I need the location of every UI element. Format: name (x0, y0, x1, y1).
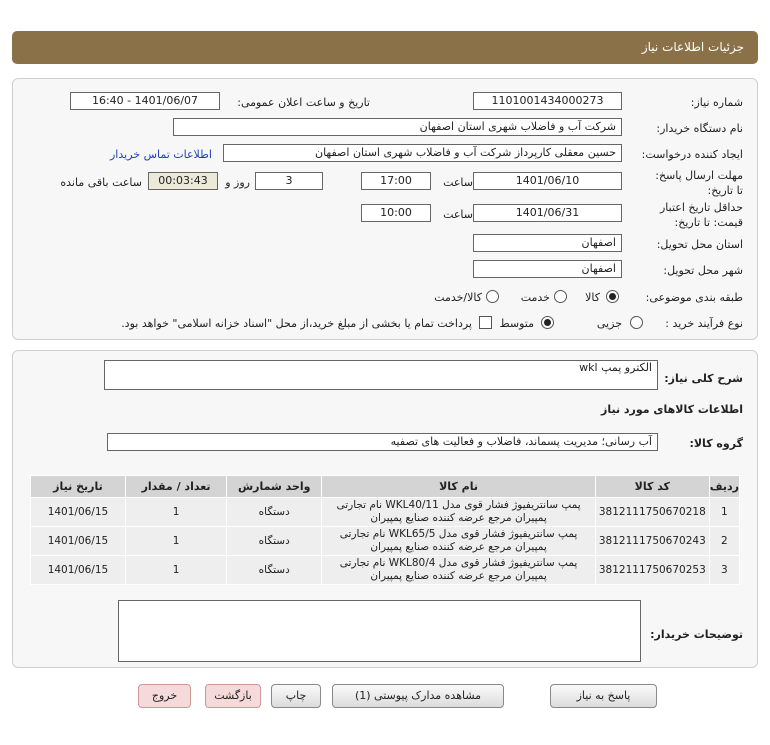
row-index: 3 (709, 556, 739, 585)
category-option-service: خدمت (520, 291, 550, 304)
table-row (31, 527, 740, 556)
category-radio-service[interactable] (554, 290, 567, 303)
reply-date-field: 1401/06/10 (473, 172, 622, 190)
days-label: روز و (225, 176, 250, 189)
row-unit: دستگاه (227, 556, 322, 585)
row-unit: دستگاه (227, 527, 322, 556)
row-code: 3812111750670243 (595, 527, 709, 556)
province-label: استان محل تحویل: (656, 238, 743, 251)
row-date: 1401/06/15 (31, 527, 126, 556)
col-code: کد کالا (595, 476, 709, 498)
row-name: پمپ سانتریفیوژ فشار قوی مدل WKL80/4 نام تجارتی پمپیران مرجع عرضه کننده صنایع پمپیران (322, 556, 596, 585)
reply-time-label: ساعت (443, 176, 473, 189)
row-index: 1 (709, 498, 739, 527)
row-code: 3812111750670218 (595, 498, 709, 527)
back-button[interactable]: بازگشت (205, 684, 261, 708)
exit-button[interactable]: خروج (138, 684, 191, 708)
category-radio-goods-service[interactable] (486, 290, 499, 303)
buyer-notes-field[interactable] (118, 600, 641, 662)
goods-table (30, 475, 740, 585)
col-name: نام کالا (322, 476, 596, 498)
row-qty: 1 (125, 527, 226, 556)
goods-table-header (31, 476, 740, 498)
row-date: 1401/06/15 (31, 556, 126, 585)
row-qty: 1 (125, 556, 226, 585)
description-field: الکترو پمپ wkl (104, 360, 658, 390)
goods-group-field: آب رسانی؛ مدیریت پسماند، فاضلاب و فعالیت های تصفیه (107, 433, 658, 451)
row-name: پمپ سانتریفیوژ فشار قوی مدل WKL65/5 نام تجارتی پمپیران مرجع عرضه کننده صنایع پمپیران (322, 527, 596, 556)
category-radio-goods[interactable] (606, 290, 619, 303)
need-number-field: 1101001434000273 (473, 92, 622, 110)
col-index: ردیف (709, 476, 739, 498)
process-option-medium: متوسط (499, 317, 534, 330)
reply-button[interactable]: پاسخ به نیاز (550, 684, 657, 708)
attachments-button[interactable]: مشاهده مدارک پیوستی (1) (332, 684, 504, 708)
city-label: شهر محل تحویل: (663, 264, 743, 277)
page-header (12, 31, 758, 64)
process-radio-medium[interactable] (541, 316, 554, 329)
row-name: پمپ سانتریفیوژ فشار قوی مدل WKL40/11 نام تجارتی پمپیران مرجع عرضه کننده صنایع پمپیران (322, 498, 596, 527)
goods-group-label: گروه کالا: (689, 437, 743, 450)
need-number-label: شماره نیاز: (690, 96, 743, 109)
row-date: 1401/06/15 (31, 498, 126, 527)
process-radio-minor[interactable] (630, 316, 643, 329)
remaining-time-field: 00:03:43 (148, 172, 218, 190)
category-label: طبقه بندی موضوعی: (645, 291, 743, 304)
city-field: اصفهان (473, 260, 622, 278)
buyer-org-field: شرکت آب و فاضلاب شهری استان اصفهان (173, 118, 622, 136)
price-validity-label: حداقل تاریخ اعتبار قیمت: تا تاریخ: (659, 201, 743, 229)
validity-date-field: 1401/06/31 (473, 204, 622, 222)
days-field: 3 (255, 172, 323, 190)
requester-field: حسین معقلی کارپرداز شرکت آب و فاضلاب شهری استان اصفهان (223, 144, 622, 162)
row-unit: دستگاه (227, 498, 322, 527)
validity-time-label: ساعت (443, 208, 473, 221)
col-qty: تعداد / مقدار (125, 476, 226, 498)
requester-label: ایجاد کننده درخواست: (641, 148, 743, 161)
table-row (31, 498, 740, 527)
announce-label: تاریخ و ساعت اعلان عمومی: (237, 96, 370, 109)
page-title: جزئیات اطلاعات نیاز (641, 40, 744, 54)
validity-time-field: 10:00 (361, 204, 431, 222)
buyer-contact-link[interactable]: اطلاعات تماس خریدار (110, 148, 212, 161)
reply-deadline-label: مهلت ارسال پاسخ: تا تاریخ: (655, 169, 743, 197)
category-option-goods: کالا (585, 291, 600, 304)
table-row (31, 556, 740, 585)
goods-section-title: اطلاعات کالاهای مورد نیاز (601, 403, 743, 416)
row-qty: 1 (125, 498, 226, 527)
col-date: تاریخ نیاز (31, 476, 126, 498)
buyer-org-label: نام دستگاه خریدار: (656, 122, 743, 135)
announce-field: 1401/06/07 - 16:40 (70, 92, 220, 110)
province-field: اصفهان (473, 234, 622, 252)
category-option-goods-service: کالا/خدمت (434, 291, 482, 304)
print-button[interactable]: چاپ (271, 684, 321, 708)
col-unit: واحد شمارش (227, 476, 322, 498)
process-option-minor: جزیی (596, 317, 622, 330)
buyer-notes-label: توضیحات خریدار: (650, 628, 743, 641)
description-label: شرح کلی نیاز: (664, 372, 743, 385)
reply-time-field: 17:00 (361, 172, 431, 190)
remaining-label: ساعت باقی مانده (60, 176, 142, 189)
row-code: 3812111750670253 (595, 556, 709, 585)
payment-note: پرداخت تمام یا بخشی از مبلغ خرید،از محل "اسناد خزانه اسلامی" خواهد بود. (121, 317, 472, 330)
payment-checkbox[interactable] (479, 316, 492, 329)
row-index: 2 (709, 527, 739, 556)
process-label: نوع فرآیند خرید : (665, 317, 743, 330)
